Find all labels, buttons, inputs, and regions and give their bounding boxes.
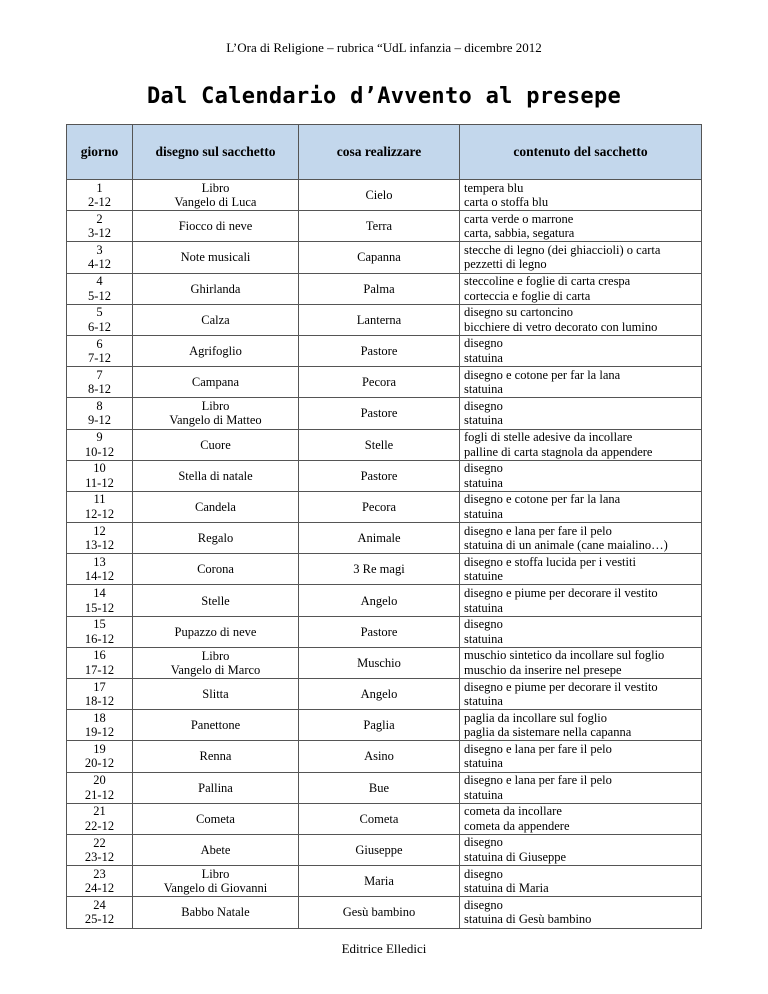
cell-drawing — [133, 491, 299, 522]
day-date: 24-12 — [84, 881, 115, 896]
day-date: 20-12 — [84, 756, 115, 771]
cell-content — [460, 304, 702, 335]
day-number: 21 — [93, 804, 106, 819]
content-line: disegno — [464, 897, 503, 912]
cell-make — [299, 741, 460, 772]
drawing-line: Fiocco di neve — [178, 219, 253, 234]
content-line: disegno su cartoncino — [464, 305, 574, 320]
content-line: disegno — [464, 461, 503, 476]
cell-make — [299, 772, 460, 803]
cell-drawing — [133, 242, 299, 273]
day-number: 19 — [93, 741, 106, 756]
drawing-line: Libro — [201, 181, 230, 196]
cell-content — [460, 897, 702, 928]
cell-content — [460, 242, 702, 273]
advent-calendar-table — [66, 124, 702, 929]
content-line: statuina — [464, 694, 503, 709]
make-label: Bue — [368, 780, 390, 795]
drawing-line: Libro — [201, 399, 230, 414]
content-line: carta verde o marrone — [464, 211, 574, 226]
day-number: 2 — [96, 211, 103, 226]
cell-drawing — [133, 679, 299, 710]
drawing-line: Pallina — [198, 780, 233, 795]
table-row — [67, 647, 702, 678]
make-label: Animale — [357, 531, 401, 546]
day-number: 6 — [96, 336, 103, 351]
day-number: 20 — [93, 773, 106, 788]
table-row — [67, 866, 702, 897]
cell-day — [67, 523, 133, 554]
table-row — [67, 273, 702, 304]
drawing-line: Libro — [201, 648, 230, 663]
column-header-day: giorno — [67, 125, 133, 180]
content-line: bicchiere di vetro decorato con lumino — [464, 319, 658, 334]
content-line: disegno e lana per fare il pelo — [464, 773, 612, 788]
cell-content — [460, 585, 702, 616]
drawing-line: Agrifoglio — [189, 344, 242, 359]
cell-day — [67, 367, 133, 398]
table-header-row — [67, 125, 702, 180]
drawing-line: Note musicali — [180, 250, 251, 265]
table-row — [67, 211, 702, 242]
table-row — [67, 367, 702, 398]
cell-make — [299, 491, 460, 522]
drawing-line: Cuore — [200, 437, 231, 452]
cell-drawing — [133, 866, 299, 897]
cell-content — [460, 616, 702, 647]
cell-drawing — [133, 367, 299, 398]
content-line: pezzetti di legno — [464, 257, 547, 272]
table-row — [67, 554, 702, 585]
make-label: Cometa — [359, 811, 399, 826]
column-header-content: contenuto del sacchetto — [460, 125, 702, 180]
cell-content — [460, 491, 702, 522]
cell-make — [299, 897, 460, 928]
cell-drawing — [133, 273, 299, 304]
column-header-make: cosa realizzare — [299, 125, 460, 180]
cell-day — [67, 834, 133, 865]
cell-drawing — [133, 616, 299, 647]
day-date: 11-12 — [85, 475, 114, 490]
cell-day — [67, 585, 133, 616]
drawing-line: Campana — [191, 375, 240, 390]
cell-day — [67, 460, 133, 491]
make-label: Lanterna — [356, 312, 402, 327]
page-header: L’Ora di Religione – rubrica “UdL infanzia – dicembre 2012 — [226, 40, 542, 55]
day-date: 21-12 — [84, 787, 115, 802]
content-line: disegno e lana per fare il pelo — [464, 523, 612, 538]
day-date: 7-12 — [88, 351, 111, 366]
day-number: 16 — [93, 648, 106, 663]
drawing-line: Regalo — [197, 531, 234, 546]
cell-drawing — [133, 803, 299, 834]
content-line: statuina di Gesù bambino — [464, 912, 592, 927]
cell-drawing — [133, 335, 299, 366]
day-number: 12 — [93, 523, 106, 538]
make-label: Asino — [364, 749, 394, 764]
content-line: statuina — [464, 382, 503, 397]
cell-day — [67, 897, 133, 928]
drawing-line: Vangelo di Giovanni — [163, 881, 268, 896]
cell-drawing — [133, 460, 299, 491]
drawing-line: Panettone — [190, 718, 241, 733]
content-line: cometa da appendere — [464, 818, 570, 833]
day-date: 12-12 — [84, 506, 115, 521]
content-line: tempera blu — [464, 180, 524, 195]
make-label: Paglia — [363, 718, 395, 733]
table-body — [67, 180, 702, 929]
table-row — [67, 304, 702, 335]
cell-day — [67, 741, 133, 772]
cell-drawing — [133, 772, 299, 803]
day-number: 4 — [96, 274, 103, 289]
cell-make — [299, 834, 460, 865]
drawing-line: Renna — [199, 749, 232, 764]
content-line: paglia da sistemare nella capanna — [464, 725, 632, 740]
cell-drawing — [133, 834, 299, 865]
cell-content — [460, 429, 702, 460]
day-date: 25-12 — [84, 912, 115, 927]
cell-make — [299, 335, 460, 366]
cell-make — [299, 242, 460, 273]
content-line: statuina — [464, 787, 503, 802]
cell-day — [67, 710, 133, 741]
cell-day — [67, 679, 133, 710]
cell-drawing — [133, 710, 299, 741]
content-line: carta o stoffa blu — [464, 195, 549, 210]
cell-day — [67, 242, 133, 273]
content-line: muschio sintetico da incollare sul foglio — [464, 648, 665, 663]
drawing-line: Corona — [197, 562, 234, 577]
content-line: stecche di legno (dei ghiaccioli) o carta — [464, 242, 661, 257]
drawing-line: Abete — [200, 843, 231, 858]
cell-day — [67, 647, 133, 678]
content-line: carta, sabbia, segatura — [464, 226, 575, 241]
day-date: 2-12 — [88, 195, 111, 210]
day-date: 3-12 — [88, 226, 111, 241]
make-label: Angelo — [360, 687, 398, 702]
cell-content — [460, 273, 702, 304]
cell-content — [460, 741, 702, 772]
content-line: disegno e stoffa lucida per i vestiti — [464, 554, 636, 569]
make-label: Maria — [364, 874, 394, 889]
drawing-line: Ghirlanda — [190, 281, 241, 296]
cell-day — [67, 398, 133, 429]
cell-day — [67, 866, 133, 897]
table-row — [67, 772, 702, 803]
content-line: fogli di stelle adesive da incollare — [464, 430, 633, 444]
content-line: disegno e cotone per far la lana — [464, 367, 621, 382]
cell-make — [299, 460, 460, 491]
cell-drawing — [133, 429, 299, 460]
table-row — [67, 460, 702, 491]
cell-make — [299, 367, 460, 398]
content-line: statuina di Giuseppe — [464, 850, 567, 865]
make-label: Muschio — [357, 655, 401, 670]
content-line: disegno — [464, 866, 503, 881]
cell-day — [67, 554, 133, 585]
drawing-line: Calza — [201, 312, 230, 327]
make-label: Pastore — [360, 406, 398, 421]
content-line: corteccia e foglie di carta — [464, 288, 591, 303]
day-date: 22-12 — [84, 818, 115, 833]
cell-content — [460, 211, 702, 242]
content-line: paglia da incollare sul foglio — [464, 710, 608, 725]
cell-content — [460, 523, 702, 554]
content-line: steccoline e foglie di carta crespa — [464, 274, 631, 289]
content-line: statuina — [464, 413, 503, 428]
content-line: statuina — [464, 631, 503, 646]
cell-make — [299, 679, 460, 710]
cell-drawing — [133, 398, 299, 429]
cell-make — [299, 803, 460, 834]
content-line: disegno e lana per fare il pelo — [464, 741, 612, 756]
content-line: palline di carta stagnola da appendere — [464, 444, 653, 459]
cell-drawing — [133, 304, 299, 335]
content-line: disegno e piume per decorare il vestito — [464, 679, 658, 694]
table-row — [67, 834, 702, 865]
make-label: Capanna — [357, 250, 401, 265]
day-number: 22 — [93, 835, 106, 850]
make-label: Angelo — [360, 593, 398, 608]
day-number: 7 — [96, 367, 103, 382]
cell-day — [67, 211, 133, 242]
content-line: statuina — [464, 475, 503, 490]
content-line: disegno — [464, 617, 503, 632]
day-date: 18-12 — [84, 694, 115, 709]
drawing-line: Babbo Natale — [181, 905, 250, 920]
content-line: statuina — [464, 506, 503, 521]
cell-make — [299, 273, 460, 304]
table-row — [67, 679, 702, 710]
table-row — [67, 585, 702, 616]
content-line: statuine — [464, 569, 503, 584]
day-number: 11 — [93, 492, 106, 507]
make-label: Terra — [365, 219, 393, 234]
content-line: statuina — [464, 600, 503, 615]
make-label: Pastore — [360, 624, 398, 639]
day-number: 15 — [93, 617, 106, 632]
cell-make — [299, 585, 460, 616]
cell-make — [299, 180, 460, 211]
make-label: 3 Re magi — [353, 562, 405, 577]
day-date: 10-12 — [84, 444, 115, 459]
cell-content — [460, 398, 702, 429]
day-date: 6-12 — [88, 319, 111, 334]
drawing-line: Stelle — [201, 593, 230, 608]
day-number: 1 — [96, 180, 103, 195]
cell-content — [460, 367, 702, 398]
table-row — [67, 741, 702, 772]
cell-make — [299, 616, 460, 647]
drawing-line: Cometa — [196, 811, 235, 826]
column-header-drawing: disegno sul sacchetto — [133, 125, 299, 180]
content-line: cometa da incollare — [464, 804, 562, 819]
make-label: Gesù bambino — [342, 905, 416, 920]
cell-make — [299, 304, 460, 335]
make-label: Pastore — [360, 344, 398, 359]
cell-day — [67, 491, 133, 522]
cell-content — [460, 803, 702, 834]
table-row — [67, 803, 702, 834]
day-number: 10 — [93, 461, 106, 476]
cell-content — [460, 834, 702, 865]
cell-make — [299, 710, 460, 741]
cell-drawing — [133, 741, 299, 772]
drawing-line: Stella di natale — [178, 468, 253, 483]
cell-content — [460, 679, 702, 710]
cell-make — [299, 523, 460, 554]
make-label: Stelle — [364, 437, 394, 452]
page-title: Dal Calendario d’Avvento al presepe — [146, 84, 622, 109]
content-line: statuina di un animale (cane maialino…) — [464, 538, 668, 553]
day-date: 17-12 — [84, 662, 115, 677]
day-date: 15-12 — [84, 600, 115, 615]
cell-day — [67, 429, 133, 460]
drawing-line: Slitta — [202, 687, 229, 702]
day-number: 8 — [96, 398, 103, 413]
day-number: 9 — [96, 430, 103, 445]
day-date: 19-12 — [84, 725, 115, 740]
cell-content — [460, 772, 702, 803]
make-label: Giuseppe — [355, 843, 403, 858]
content-line: disegno — [464, 835, 503, 850]
day-date: 9-12 — [88, 413, 111, 428]
drawing-line: Vangelo di Matteo — [169, 413, 262, 428]
cell-content — [460, 866, 702, 897]
day-number: 5 — [96, 305, 103, 320]
content-line: muschio da inserire nel presepe — [464, 662, 622, 677]
day-number: 3 — [96, 242, 103, 257]
cell-drawing — [133, 523, 299, 554]
cell-drawing — [133, 647, 299, 678]
cell-content — [460, 554, 702, 585]
drawing-line: Vangelo di Luca — [174, 195, 257, 210]
cell-day — [67, 304, 133, 335]
make-label: Cielo — [365, 188, 393, 203]
day-date: 23-12 — [84, 850, 115, 865]
content-line: disegno e cotone per far la lana — [464, 492, 621, 507]
cell-content — [460, 335, 702, 366]
content-line: disegno — [464, 398, 503, 413]
day-date: 4-12 — [88, 257, 111, 272]
content-line: disegno e piume per decorare il vestito — [464, 585, 658, 600]
table-row — [67, 523, 702, 554]
table-row — [67, 616, 702, 647]
cell-day — [67, 180, 133, 211]
content-line: statuina — [464, 756, 503, 771]
day-date: 14-12 — [84, 569, 115, 584]
day-number: 13 — [93, 554, 106, 569]
day-number: 17 — [93, 679, 106, 694]
day-date: 13-12 — [84, 538, 115, 553]
drawing-line: Libro — [201, 867, 230, 882]
content-line: statuina di Maria — [464, 881, 549, 896]
cell-make — [299, 647, 460, 678]
table-row — [67, 491, 702, 522]
day-number: 18 — [93, 710, 106, 725]
content-line: statuina — [464, 351, 503, 366]
table-row — [67, 429, 702, 460]
cell-make — [299, 211, 460, 242]
day-number: 23 — [93, 866, 106, 881]
day-number: 24 — [93, 897, 106, 912]
table-row — [67, 180, 702, 211]
cell-drawing — [133, 554, 299, 585]
cell-content — [460, 460, 702, 491]
day-date: 8-12 — [88, 382, 111, 397]
content-line: disegno — [464, 336, 503, 351]
cell-content — [460, 647, 702, 678]
cell-drawing — [133, 180, 299, 211]
table-row — [67, 398, 702, 429]
cell-day — [67, 803, 133, 834]
drawing-line: Candela — [195, 499, 236, 514]
cell-make — [299, 429, 460, 460]
make-label: Pastore — [360, 468, 398, 483]
table-row — [67, 897, 702, 928]
page-footer: Editrice Elledici — [341, 941, 427, 956]
cell-content — [460, 180, 702, 211]
cell-make — [299, 866, 460, 897]
cell-day — [67, 273, 133, 304]
table-row — [67, 335, 702, 366]
table-row — [67, 242, 702, 273]
cell-make — [299, 554, 460, 585]
cell-day — [67, 772, 133, 803]
table-row — [67, 710, 702, 741]
make-label: Pecora — [361, 375, 396, 390]
make-label: Pecora — [361, 499, 396, 514]
day-date: 16-12 — [84, 631, 115, 646]
cell-day — [67, 335, 133, 366]
day-number: 14 — [93, 586, 106, 601]
day-date: 5-12 — [88, 288, 111, 303]
cell-content — [460, 710, 702, 741]
cell-day — [67, 616, 133, 647]
make-label: Palma — [363, 281, 395, 296]
drawing-line: Vangelo di Marco — [170, 662, 261, 677]
cell-drawing — [133, 211, 299, 242]
cell-drawing — [133, 897, 299, 928]
drawing-line: Pupazzo di neve — [174, 624, 257, 639]
cell-make — [299, 398, 460, 429]
cell-drawing — [133, 585, 299, 616]
